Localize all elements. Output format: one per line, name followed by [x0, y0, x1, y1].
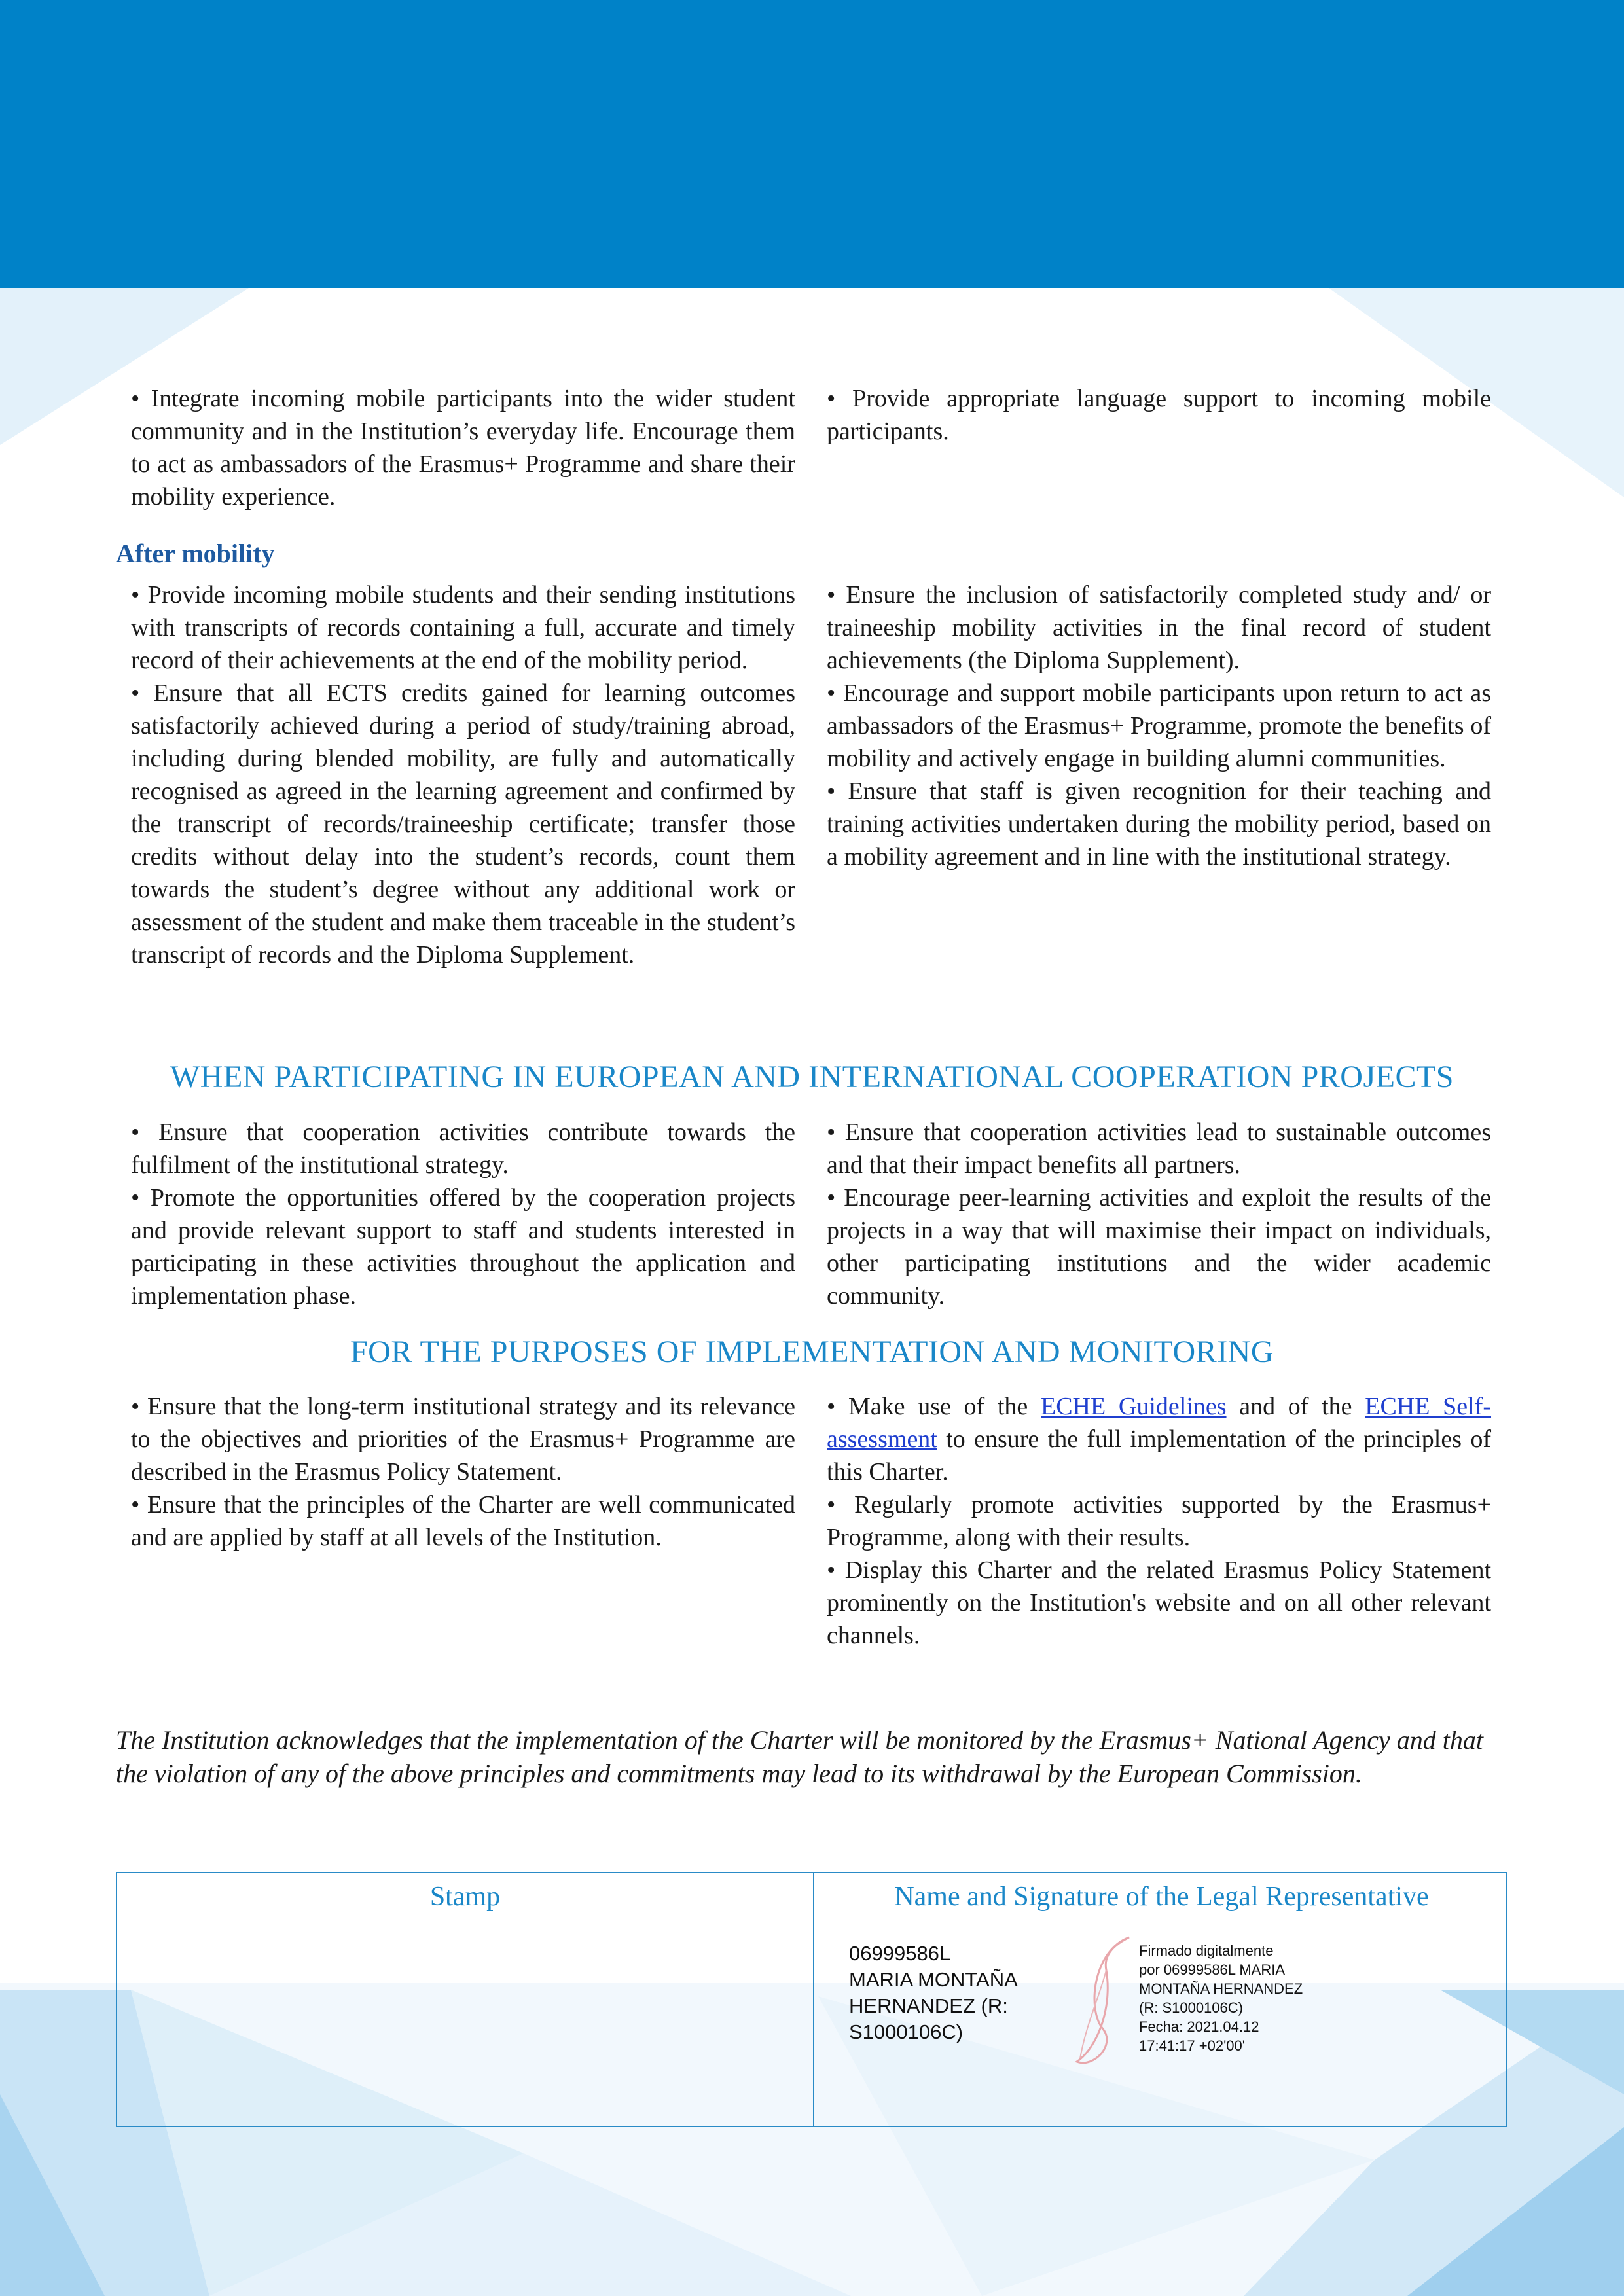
closing-statement: The Institution acknowledges that the implementation of the Charter will be monitored by the Erasmus+ National Agency and that the violation of any of the above principles and commitments may lead to its withdrawal by the European Commission.	[116, 1725, 1484, 1788]
during-left-item: • Integrate incoming mobile participants into the wider student community and in the Institution’s everyday life. Encourage them to act as ambassadors of the Erasmus+ Programme and share their mobility experience.	[131, 385, 795, 511]
during-mobility-right-column	[827, 382, 1491, 448]
after-mobility-right-column	[827, 579, 1491, 873]
eche-self-assessment-link[interactable]: ECHE Self-assessment	[827, 1393, 1492, 1453]
after-right-item: • Ensure the inclusion of satisfactorily completed study and/ or traineeship mobility activities in the final record of student achievements (the Diploma Supplement).	[827, 581, 1491, 674]
after-right-item: • Ensure that staff is given recognition for their teaching and training activities undertaken during the mobility period, based on a mobility agreement and in line with the institutional strategy.	[827, 778, 1491, 870]
eche-guidelines-link[interactable]: ECHE Guidelines	[1041, 1393, 1227, 1420]
digital-signature-details	[1139, 1941, 1303, 2055]
signature-scribble-icon	[1067, 1931, 1139, 2075]
during-mobility-left-column	[131, 382, 795, 513]
after-left-item: • Ensure that all ECTS credits gained for learning outcomes satisfactorily achieved during a period of study/training abroad, including during blended mobility, are fully and automatically recognised as agreed in the learning agreement and confirmed by the transcript of records/traineeship certificate; transfer those credits without delay into the student’s records, count them towards the student’s degree without any additional work or assessment of the student and make them traceable in the student’s transcript of records and the Diploma Supplement.	[131, 679, 795, 969]
cooperation-left-item: • Promote the opportunities offered by the cooperation projects and provide relevant support to staff and students interested in participating in these activities throughout the application and implementation phase.	[131, 1184, 795, 1310]
digital-signature-line: 17:41:17 +02'00'	[1139, 2037, 1245, 2054]
after-mobility-left-column	[131, 579, 795, 971]
monitoring-right-item: • Display this Charter and the related Erasmus Policy Statement prominently on the Institution's website and on all other relevant channels.	[827, 1556, 1491, 1649]
after-left-item: • Provide incoming mobile students and their sending institutions with transcripts of records containing a full, accurate and timely record of their achievements at the end of the mobility period.	[131, 581, 795, 674]
after-mobility-heading: After mobility	[116, 539, 275, 568]
monitoring-right-item: • Regularly promote activities supported by the Erasmus+ Programme, along with their results.	[827, 1491, 1491, 1551]
monitoring-left-item: • Ensure that the principles of the Charter are well communicated and are applied by staff at all levels of the Institution.	[131, 1491, 795, 1551]
digital-signature-line: por 06999586L MARIA	[1139, 1962, 1285, 1978]
cooperation-left-item: • Ensure that cooperation activities contribute towards the fulfilment of the institutional strategy.	[131, 1119, 795, 1179]
signer-line: 06999586L	[849, 1942, 951, 1965]
cooperation-right-item: • Encourage peer-learning activities and exploit the results of the projects in a way that will maximise their impact on individuals, other participating institutions and the wider academic community.	[827, 1184, 1491, 1310]
cooperation-right-column	[827, 1116, 1491, 1312]
cooperation-left-column	[131, 1116, 795, 1312]
monitoring-right-item-links: • Make use of the ECHE Guidelines and of the ECHE Self-assessment to ensure the full implementation of the principles of this Charter.	[827, 1393, 1492, 1486]
monitoring-section-title: FOR THE PURPOSES OF IMPLEMENTATION AND MONITORING	[350, 1335, 1274, 1369]
legal-representative-label: Name and Signature of the Legal Representative	[894, 1882, 1429, 1912]
signer-line: HERNANDEZ (R:	[849, 1994, 1008, 2017]
monitoring-left-item: • Ensure that the long-term institutional strategy and its relevance to the objectives and priorities of the Erasmus+ Programme are described in the Erasmus Policy Statement.	[131, 1393, 795, 1486]
monitoring-right-column	[827, 1390, 1491, 1652]
digital-signature-line: (R: S1000106C)	[1139, 2000, 1243, 2016]
signer-line: S1000106C)	[849, 2020, 964, 2043]
digital-signature-line: Firmado digitalmente	[1139, 1943, 1274, 1959]
cooperation-section-title: WHEN PARTICIPATING IN EUROPEAN AND INTERNATIONAL COOPERATION PROJECTS	[170, 1060, 1454, 1094]
stamp-label: Stamp	[429, 1882, 501, 1912]
signer-name-block	[849, 1941, 1018, 2045]
monitoring-left-column	[131, 1390, 795, 1554]
after-right-item: • Encourage and support mobile participants upon return to act as ambassadors of the Erasmus+ Programme, promote the benefits of mobility and actively engage in building alumni communities.	[827, 679, 1491, 772]
during-right-item: • Provide appropriate language support to incoming mobile participants.	[827, 385, 1491, 445]
signer-line: MARIA MONTAÑA	[849, 1968, 1018, 1991]
digital-signature-line: MONTAÑA HERNANDEZ	[1139, 1981, 1303, 1997]
cooperation-right-item: • Ensure that cooperation activities lead to sustainable outcomes and that their impact benefits all partners.	[827, 1119, 1491, 1179]
digital-signature-line: Fecha: 2021.04.12	[1139, 2018, 1259, 2035]
